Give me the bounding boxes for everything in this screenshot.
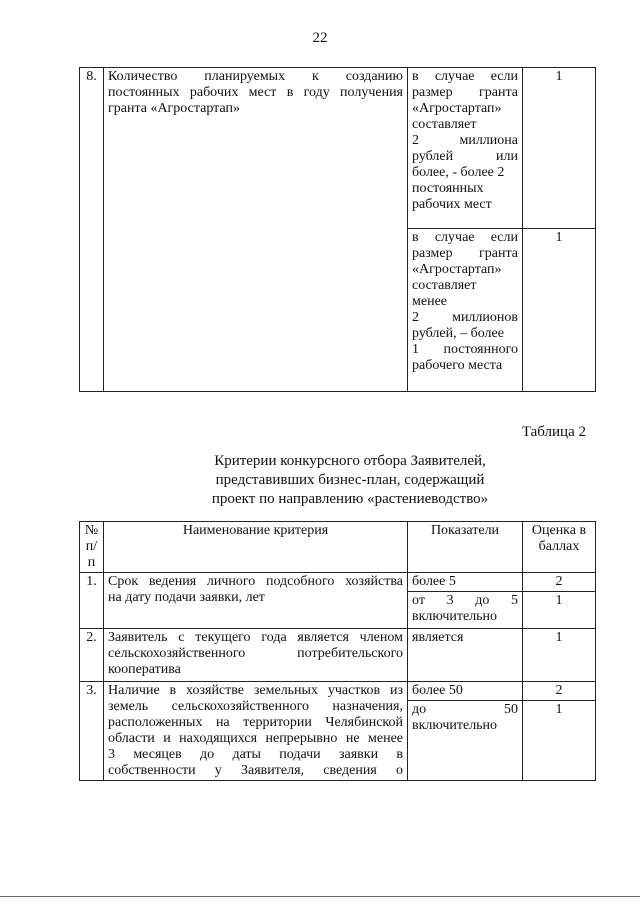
criterion-name: Наличие в хозяйстве земельных участков из земель сельскохозяйственного назначения, расположенных на территории Челябинской области и находящихся непрерывно не менее 3 месяцев до даты подачи заявки в собственности у Заявителя, сведения о <box>104 682 408 781</box>
header-name: Наименование критерия <box>104 522 408 573</box>
table-row <box>80 682 596 701</box>
table-row <box>80 68 596 229</box>
table-label: Таблица 2 <box>521 424 586 440</box>
table-row <box>80 573 596 592</box>
score-cell: 1 <box>523 629 596 682</box>
row-number: 1. <box>80 573 104 629</box>
page-bottom-edge <box>0 896 640 897</box>
criterion-name: Количество планируемых к созданию постоянных рабочих мест в году получения гранта «Агростартап» <box>104 68 408 392</box>
criteria-table-continued <box>79 67 596 392</box>
indicator-cell: от 3 до 5 включительно <box>408 592 523 629</box>
header-indicators: Показатели <box>408 522 523 573</box>
score-cell: 2 <box>523 682 596 701</box>
page-number: 22 <box>312 30 328 46</box>
score-cell: 2 <box>523 573 596 592</box>
indicator-cell: в случае если размер гранта «Агростартап» составляет менее 2 миллионов рублей, – более 1 постоянного рабочего места <box>408 229 523 392</box>
criteria-table <box>79 521 596 781</box>
indicator-cell: более 5 <box>408 573 523 592</box>
score-cell: 1 <box>523 592 596 629</box>
score-cell: 1 <box>523 229 596 392</box>
row-number: 8. <box>80 68 104 392</box>
score-cell: 1 <box>523 68 596 229</box>
indicator-cell: является <box>408 629 523 682</box>
indicator-cell: более 50 <box>408 682 523 701</box>
indicator-cell: до 50 включительно <box>408 701 523 781</box>
row-number: 2. <box>80 629 104 682</box>
score-cell: 1 <box>523 701 596 781</box>
row-number: 3. <box>80 682 104 781</box>
table-row <box>80 629 596 682</box>
table-header-row <box>80 522 596 573</box>
indicator-cell: в случае если размер гранта «Агростартап» составляет 2 миллиона рублей или более, - более 2 постоянных рабочих мест <box>408 68 523 229</box>
header-number: № п/п <box>80 522 104 573</box>
table-heading: Критерии конкурсного отбора Заявителей, представивших бизнес-план, содержащий проект по направлению «растениеводство» <box>211 453 489 507</box>
criterion-name: Срок ведения личного подсобного хозяйства на дату подачи заявки, лет <box>104 573 408 629</box>
criterion-name: Заявитель с текущего года является членом сельскохозяйственного потребительского кооператива <box>104 629 408 682</box>
header-score: Оценка в баллах <box>523 522 596 573</box>
